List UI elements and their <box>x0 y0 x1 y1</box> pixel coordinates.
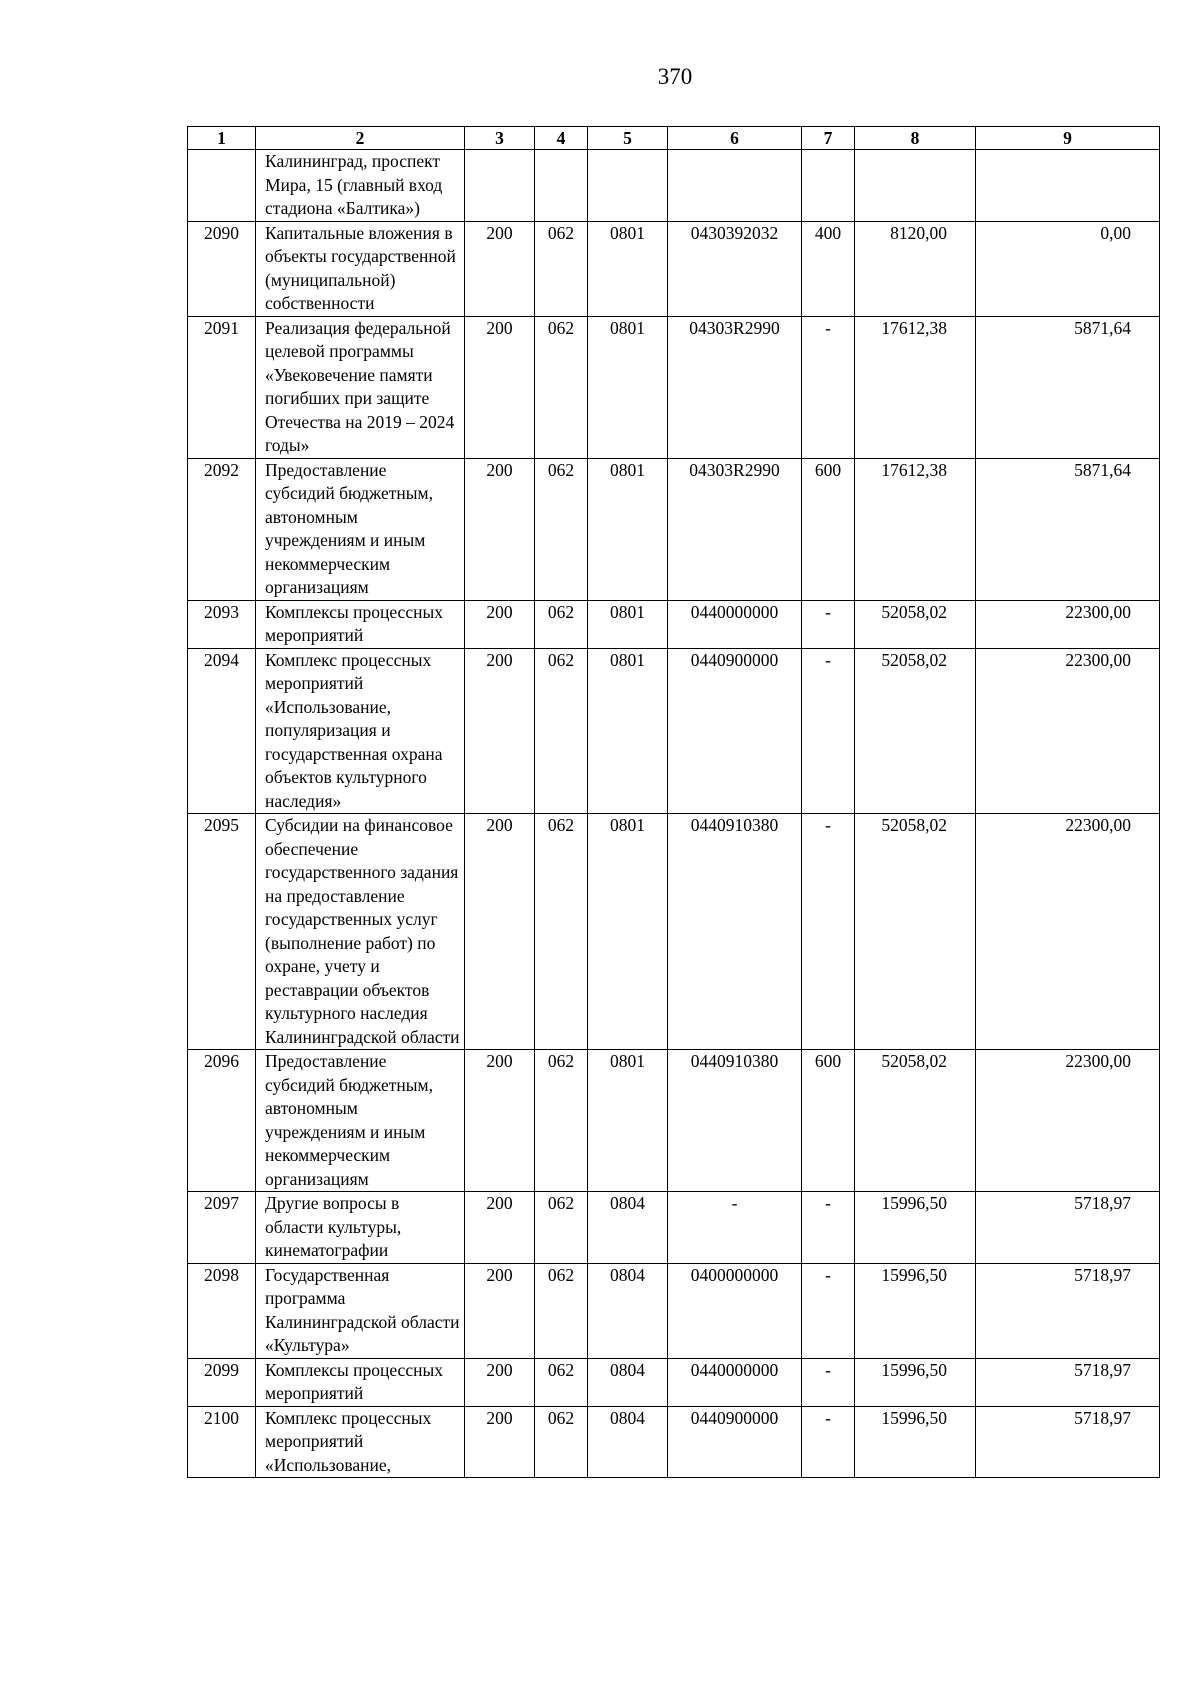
column-9-cell <box>976 150 1160 222</box>
column-3-cell <box>465 150 535 222</box>
item-name-cell: Капитальные вложения в объекты государственной (муниципальной) собственности <box>256 221 465 316</box>
column-9-cell: 5871,64 <box>976 458 1160 600</box>
column-8-cell: 17612,38 <box>855 316 976 458</box>
item-name-cell: Предоставление субсидий бюджетным, автономным учреждениям и иным некоммерческим организациям <box>256 458 465 600</box>
column-5-cell: 0804 <box>588 1358 668 1406</box>
column-5-cell: 0801 <box>588 316 668 458</box>
header-cell: 4 <box>535 127 588 150</box>
header-cell: 6 <box>668 127 802 150</box>
column-6-cell: 0440910380 <box>668 1050 802 1192</box>
row-number-cell: 2092 <box>188 458 256 600</box>
column-4-cell: 062 <box>535 814 588 1050</box>
column-5-cell: 0801 <box>588 814 668 1050</box>
table-row <box>188 150 1160 222</box>
column-6-cell: 0440900000 <box>668 648 802 814</box>
column-3-cell: 200 <box>465 316 535 458</box>
column-8-cell <box>855 150 976 222</box>
column-9-cell: 22300,00 <box>976 814 1160 1050</box>
table-row <box>188 1406 1160 1478</box>
column-8-cell: 8120,00 <box>855 221 976 316</box>
column-4-cell: 062 <box>535 648 588 814</box>
header-cell: 1 <box>188 127 256 150</box>
column-6-cell: 0440900000 <box>668 1406 802 1478</box>
row-number-cell: 2094 <box>188 648 256 814</box>
column-9-cell: 0,00 <box>976 221 1160 316</box>
header-cell: 8 <box>855 127 976 150</box>
item-name-cell: Предоставление субсидий бюджетным, автономным учреждениям и иным некоммерческим организациям <box>256 1050 465 1192</box>
column-6-cell: 0430392032 <box>668 221 802 316</box>
column-7-cell: - <box>802 600 855 648</box>
header-cell: 5 <box>588 127 668 150</box>
table-row <box>188 458 1160 600</box>
column-4-cell <box>535 150 588 222</box>
table-row <box>188 221 1160 316</box>
column-9-cell: 22300,00 <box>976 1050 1160 1192</box>
column-3-cell: 200 <box>465 600 535 648</box>
table-row <box>188 600 1160 648</box>
column-3-cell: 200 <box>465 1358 535 1406</box>
row-number-cell: 2099 <box>188 1358 256 1406</box>
column-8-cell: 17612,38 <box>855 458 976 600</box>
column-3-cell: 200 <box>465 221 535 316</box>
column-5-cell: 0804 <box>588 1406 668 1478</box>
column-9-cell: 22300,00 <box>976 600 1160 648</box>
item-name-cell: Субсидии на финансовое обеспечение государственного задания на предоставление государственных услуг (выполнение работ) по охране, учету и реставрации объектов культурного наследия Калининградской области <box>256 814 465 1050</box>
column-6-cell: - <box>668 1192 802 1264</box>
column-8-cell: 15996,50 <box>855 1263 976 1358</box>
column-9-cell: 5718,97 <box>976 1192 1160 1264</box>
item-name-cell: Реализация федеральной целевой программы «Увековечение памяти погибших при защите Отечества на 2019 – 2024 годы» <box>256 316 465 458</box>
column-7-cell: - <box>802 316 855 458</box>
column-4-cell: 062 <box>535 1406 588 1478</box>
table-row <box>188 1263 1160 1358</box>
column-7-cell: - <box>802 648 855 814</box>
column-5-cell: 0801 <box>588 458 668 600</box>
table-row <box>188 1358 1160 1406</box>
column-4-cell: 062 <box>535 458 588 600</box>
table-row <box>188 814 1160 1050</box>
column-4-cell: 062 <box>535 1050 588 1192</box>
column-8-cell: 15996,50 <box>855 1358 976 1406</box>
column-5-cell: 0804 <box>588 1263 668 1358</box>
column-9-cell: 5718,97 <box>976 1358 1160 1406</box>
column-7-cell: - <box>802 1192 855 1264</box>
header-cell: 9 <box>976 127 1160 150</box>
column-7-cell: - <box>802 1263 855 1358</box>
item-name-cell: Комплексы процессных мероприятий <box>256 600 465 648</box>
column-7-cell: 600 <box>802 458 855 600</box>
column-8-cell: 52058,02 <box>855 814 976 1050</box>
column-7-cell: 600 <box>802 1050 855 1192</box>
row-number-cell: 2090 <box>188 221 256 316</box>
column-8-cell: 52058,02 <box>855 648 976 814</box>
column-4-cell: 062 <box>535 316 588 458</box>
column-4-cell: 062 <box>535 600 588 648</box>
column-6-cell: 0440000000 <box>668 600 802 648</box>
row-number-cell: 2100 <box>188 1406 256 1478</box>
column-3-cell: 200 <box>465 1406 535 1478</box>
column-9-cell: 22300,00 <box>976 648 1160 814</box>
column-4-cell: 062 <box>535 221 588 316</box>
column-7-cell: 400 <box>802 221 855 316</box>
item-name-cell: Калининград, проспект Мира, 15 (главный вход стадиона «Балтика») <box>256 150 465 222</box>
row-number-cell: 2098 <box>188 1263 256 1358</box>
column-4-cell: 062 <box>535 1358 588 1406</box>
row-number-cell: 2096 <box>188 1050 256 1192</box>
item-name-cell: Государственная программа Калининградской области «Культура» <box>256 1263 465 1358</box>
column-3-cell: 200 <box>465 458 535 600</box>
column-5-cell: 0801 <box>588 648 668 814</box>
budget-table <box>187 126 1160 1478</box>
table-row <box>188 316 1160 458</box>
column-3-cell: 200 <box>465 1192 535 1264</box>
table-row <box>188 648 1160 814</box>
column-9-cell: 5718,97 <box>976 1263 1160 1358</box>
row-number-cell: 2097 <box>188 1192 256 1264</box>
row-number-cell: 2093 <box>188 600 256 648</box>
column-3-cell: 200 <box>465 814 535 1050</box>
column-6-cell: 04303R2990 <box>668 316 802 458</box>
item-name-cell: Другие вопросы в области культуры, кинематографии <box>256 1192 465 1264</box>
header-cell: 3 <box>465 127 535 150</box>
column-6-cell <box>668 150 802 222</box>
header-cell: 2 <box>256 127 465 150</box>
column-3-cell: 200 <box>465 1263 535 1358</box>
item-name-cell: Комплексы процессных мероприятий <box>256 1358 465 1406</box>
column-7-cell <box>802 150 855 222</box>
column-8-cell: 52058,02 <box>855 1050 976 1192</box>
column-3-cell: 200 <box>465 1050 535 1192</box>
column-5-cell <box>588 150 668 222</box>
table-row <box>188 1050 1160 1192</box>
header-row <box>188 127 1160 150</box>
item-name-cell: Комплекс процессных мероприятий «Использование, популяризация и государственная охрана объектов культурного наследия» <box>256 648 465 814</box>
column-4-cell: 062 <box>535 1192 588 1264</box>
page-number: 370 <box>657 64 693 89</box>
column-6-cell: 0440910380 <box>668 814 802 1050</box>
column-5-cell: 0801 <box>588 600 668 648</box>
column-5-cell: 0804 <box>588 1192 668 1264</box>
column-8-cell: 15996,50 <box>855 1406 976 1478</box>
column-4-cell: 062 <box>535 1263 588 1358</box>
item-name-cell: Комплекс процессных мероприятий «Использование, <box>256 1406 465 1478</box>
column-7-cell: - <box>802 1406 855 1478</box>
column-9-cell: 5871,64 <box>976 316 1160 458</box>
column-8-cell: 52058,02 <box>855 600 976 648</box>
column-5-cell: 0801 <box>588 221 668 316</box>
row-number-cell: 2091 <box>188 316 256 458</box>
column-7-cell: - <box>802 814 855 1050</box>
column-7-cell: - <box>802 1358 855 1406</box>
column-6-cell: 0400000000 <box>668 1263 802 1358</box>
column-9-cell: 5718,97 <box>976 1406 1160 1478</box>
table-row <box>188 1192 1160 1264</box>
column-8-cell: 15996,50 <box>855 1192 976 1264</box>
header-cell: 7 <box>802 127 855 150</box>
column-3-cell: 200 <box>465 648 535 814</box>
row-number-cell: 2095 <box>188 814 256 1050</box>
column-5-cell: 0801 <box>588 1050 668 1192</box>
row-number-cell <box>188 150 256 222</box>
column-6-cell: 0440000000 <box>668 1358 802 1406</box>
column-6-cell: 04303R2990 <box>668 458 802 600</box>
